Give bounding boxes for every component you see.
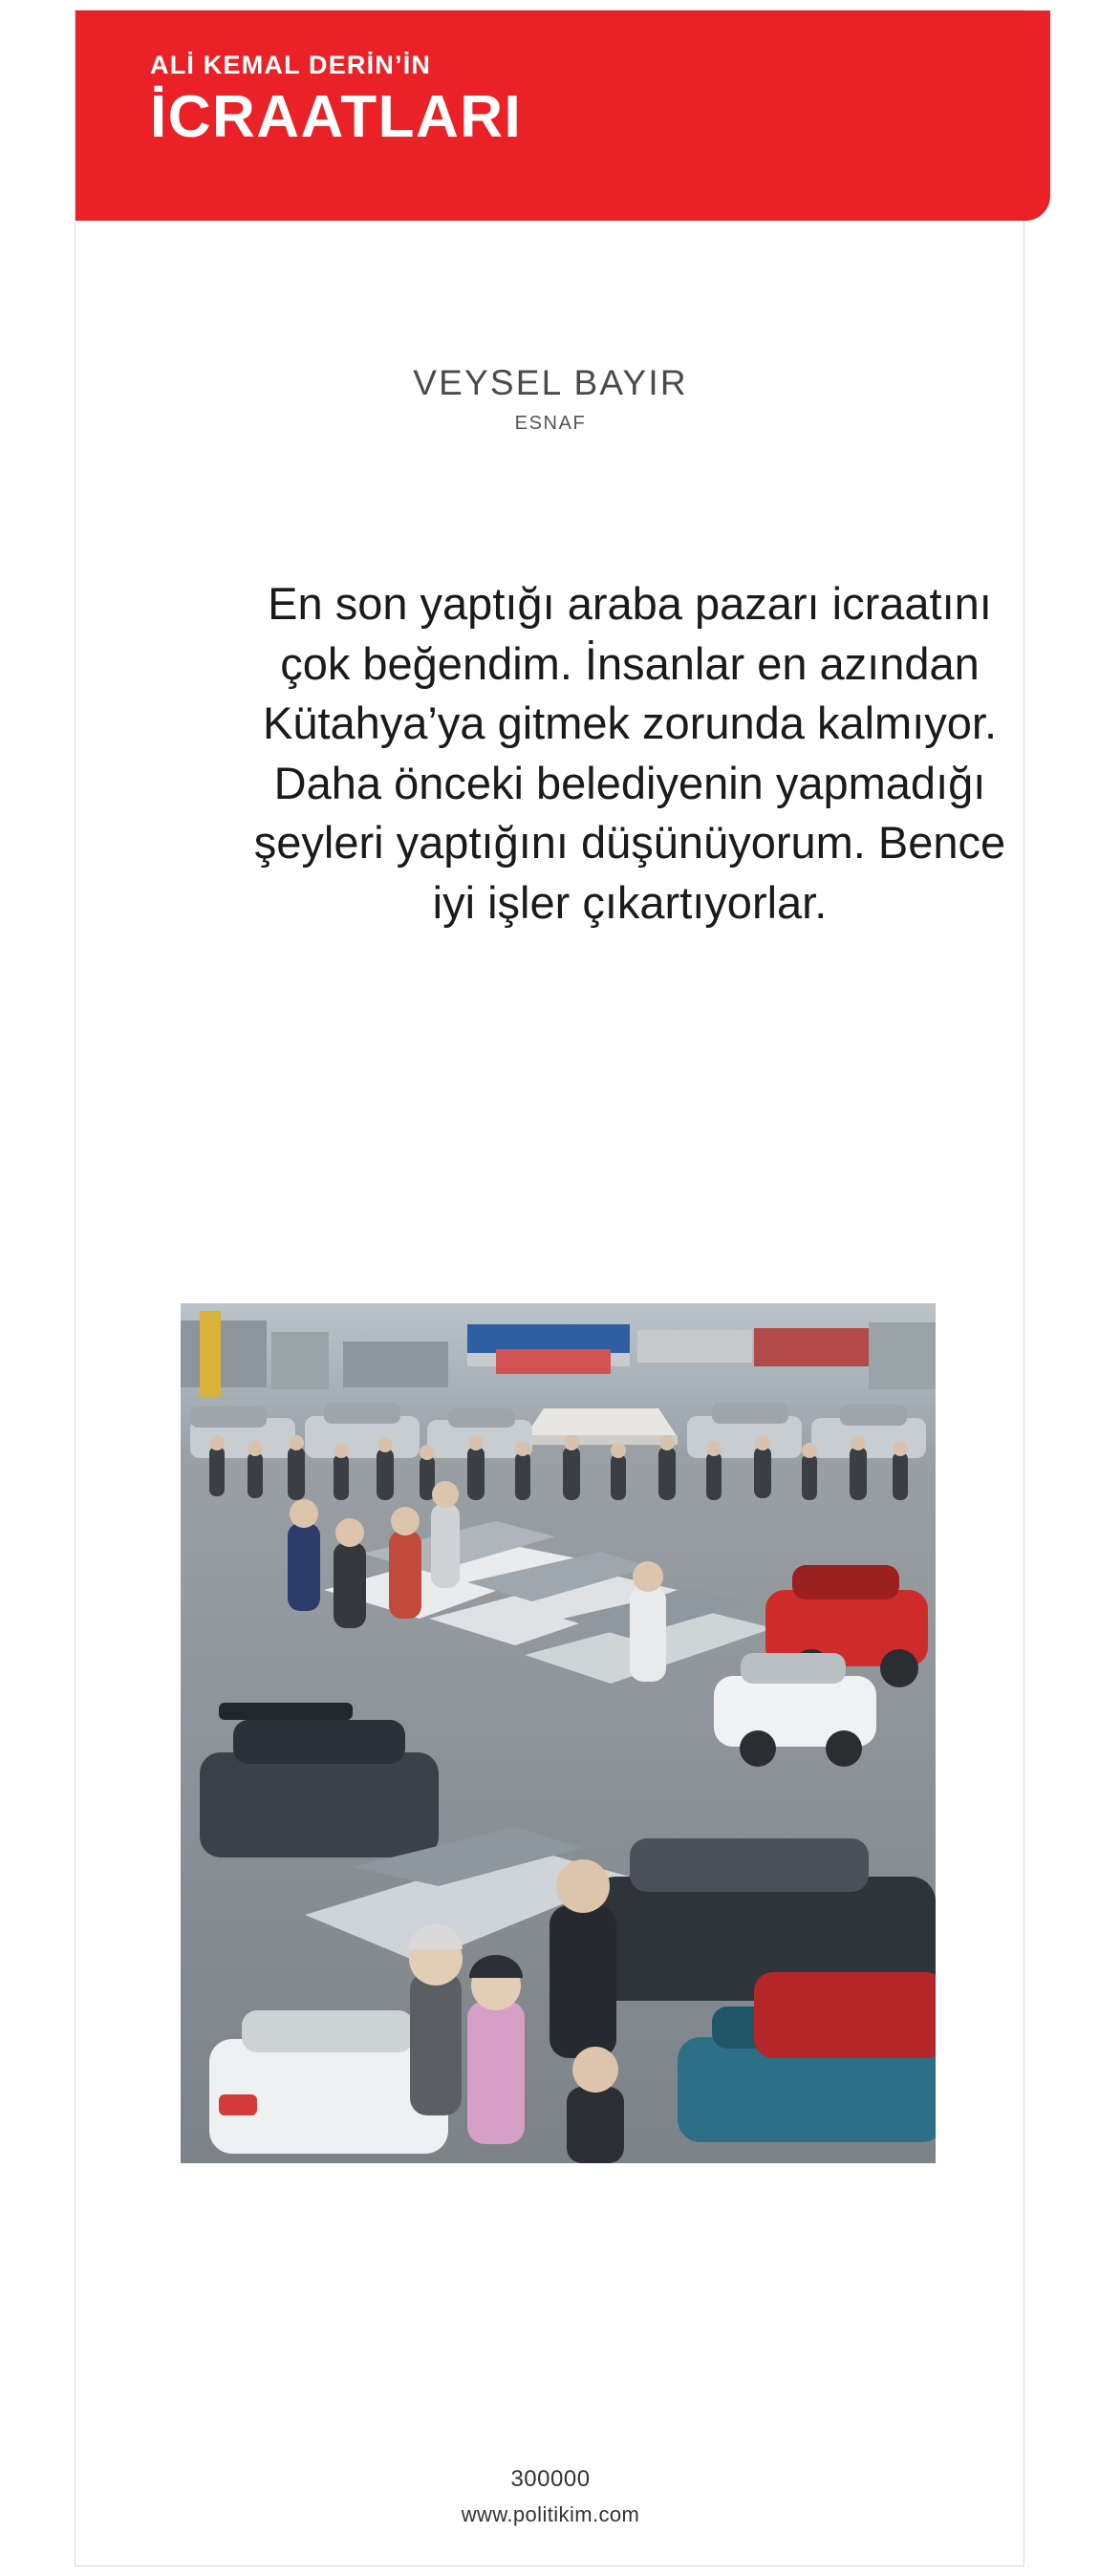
footer	[75, 2466, 1025, 2527]
footer-code: 300000	[510, 2466, 591, 2492]
person-name: VEYSEL BAYIR	[413, 363, 688, 402]
poster-card	[75, 10, 1024, 2566]
footer-url[interactable]: www.politikim.com	[461, 2502, 640, 2526]
person-block	[75, 364, 1025, 435]
car-market-photo	[181, 1303, 936, 2163]
header-banner	[75, 11, 1050, 221]
photo-illustration	[181, 1303, 936, 2163]
person-role: ESNAF	[514, 412, 587, 434]
page-title: İCRAATLARI	[150, 84, 523, 150]
header-kicker: ALİ KEMAL DERİN’İN	[150, 51, 432, 79]
quote-text: En son yaptığı araba pazarı icraatını çok beğendim. İnsanlar en azından Kütahya’ya gitmek zorunda kalmıyor. Daha önceki belediyenin yapmadığı şeyleri yaptığını düşünüyorum. Bence iyi işler çıkartıyorlar.	[253, 578, 1006, 928]
